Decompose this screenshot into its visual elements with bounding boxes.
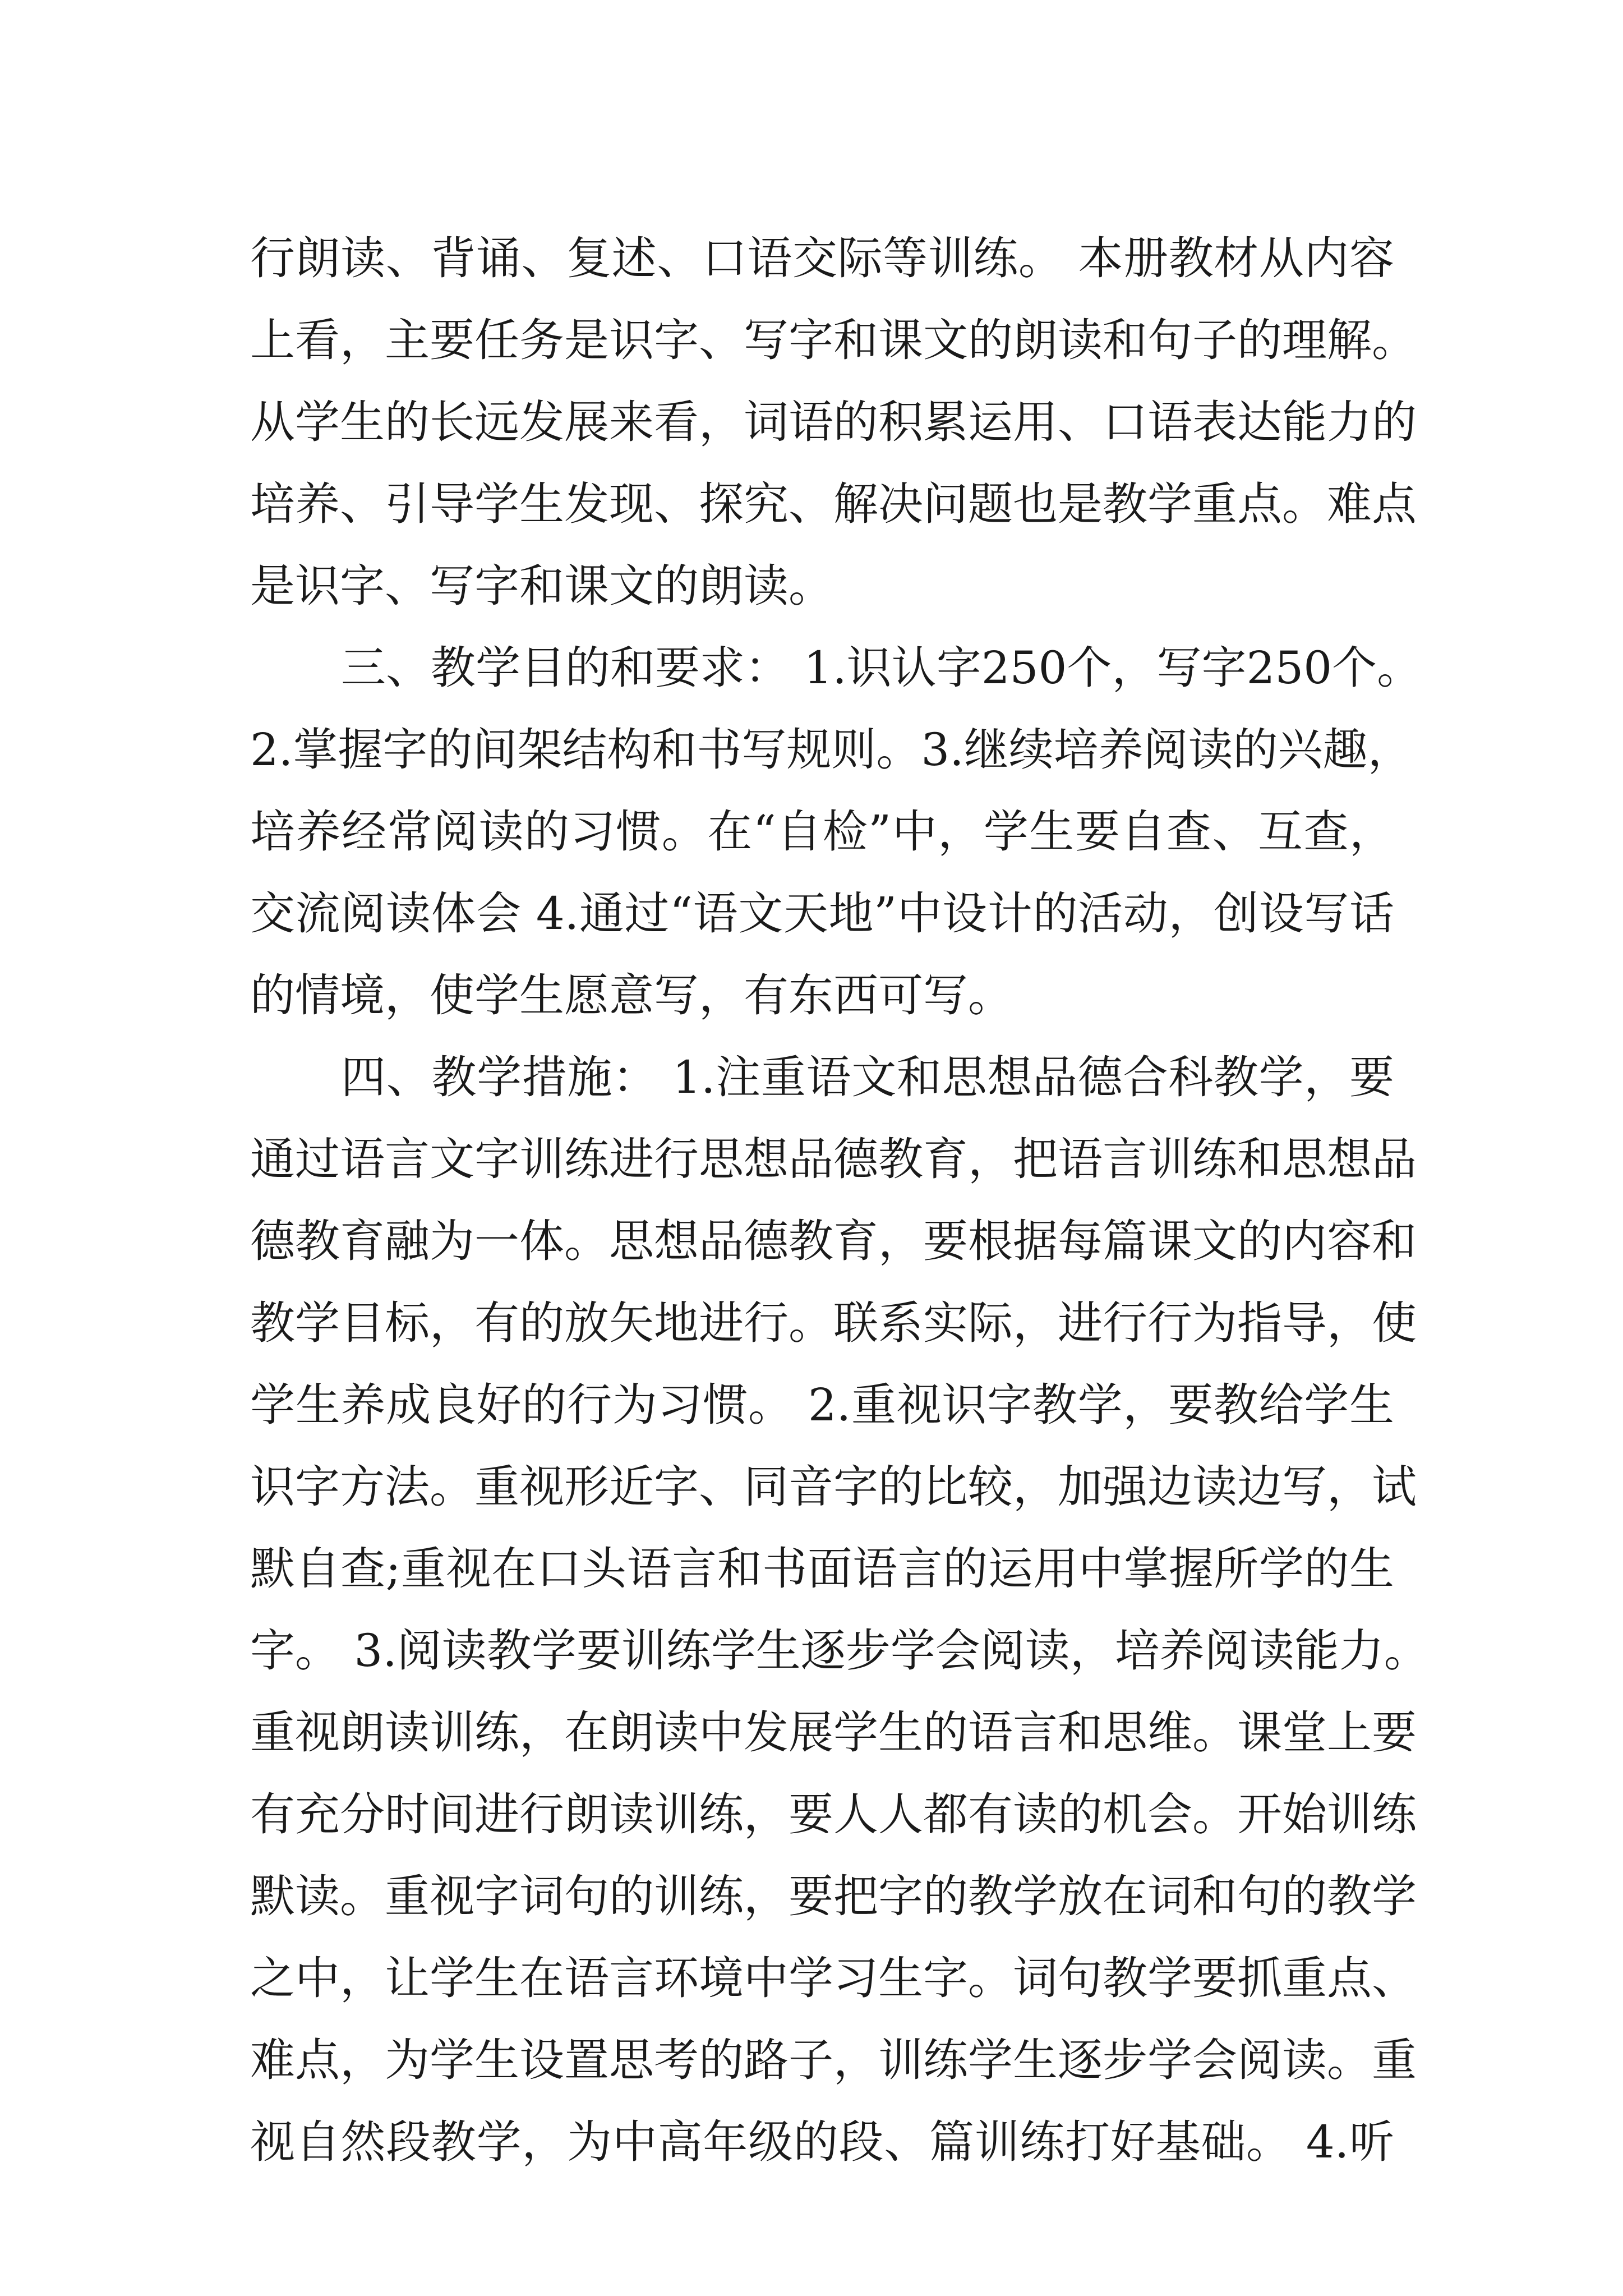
- text-line: 难点，为学生设置思考的路子，训练学生逐步学会阅读。重: [250, 2034, 1417, 2086]
- text-line: 的情境，使学生愿意写，有东西可写。: [250, 969, 1013, 1022]
- text-line: 学生养成良好的行为习惯。 2.重视识字教学，要教给学生: [250, 1379, 1394, 1431]
- text-line: 从学生的长远发展来看，词语的积累运用、口语表达能力的: [250, 396, 1417, 448]
- text-line: 视自然段教学，为中高年级的段、篇训练打好基础。 4.听: [250, 2116, 1394, 2168]
- text-line: 上看，主要任务是识字、写字和课文的朗读和句子的理解。: [250, 314, 1417, 366]
- text-line: 识字方法。重视形近字、同音字的比较，加强边读边写，试: [250, 1461, 1417, 1513]
- text-line: 德教育融为一体。思想品德教育，要根据每篇课文的内容和: [250, 1215, 1417, 1267]
- text-line: 默读。重视字词句的训练，要把字的教学放在词和句的教学: [250, 1870, 1417, 1922]
- text-line: 默自查;重视在口头语言和书面语言的运用中掌握所学的生: [250, 1543, 1394, 1595]
- text-line: 重视朗读训练，在朗读中发展学生的语言和思维。课堂上要: [250, 1706, 1417, 1759]
- text-line: 行朗读、背诵、复述、口语交际等训练。 本册教材从内容: [250, 232, 1394, 284]
- section-heading-line: 三、教学目的和要求： 1.识认字250个，写字250个。: [341, 642, 1422, 694]
- text-line: 交流阅读体会 4.通过“语文天地”中设计的活动，创设写话: [250, 887, 1394, 940]
- text-line: 通过语言文字训练进行思想品德教育，把语言训练和思想品: [250, 1133, 1417, 1185]
- text-line: 之中，让学生在语言环境中学习生字。词句教学要抓重点、: [250, 1952, 1417, 2004]
- text-line: 是识字、写字和课文的朗读。: [250, 560, 833, 612]
- text-line: 培养经常阅读的习惯。在“自检”中，学生要自查、互查，: [250, 806, 1394, 858]
- body-text: [250, 218, 1429, 2183]
- text-line: 字。 3.阅读教学要训练学生逐步学会阅读，培养阅读能力。: [250, 1625, 1429, 1677]
- section-heading-line: 四、教学措施： 1.注重语文和思想品德合科教学，要: [341, 1051, 1394, 1103]
- text-line: 2.掌握字的间架结构和书写规则。3.继续培养阅读的兴趣，: [250, 724, 1413, 776]
- text-line: 培养、引导学生发现、探究、解决问题也是教学重点。难点: [250, 478, 1417, 530]
- text-line: 教学目标，有的放矢地进行。联系实际，进行行为指导，使: [250, 1297, 1417, 1349]
- text-line: 有充分时间进行朗读训练，要人人都有读的机会。开始训练: [250, 1788, 1417, 1841]
